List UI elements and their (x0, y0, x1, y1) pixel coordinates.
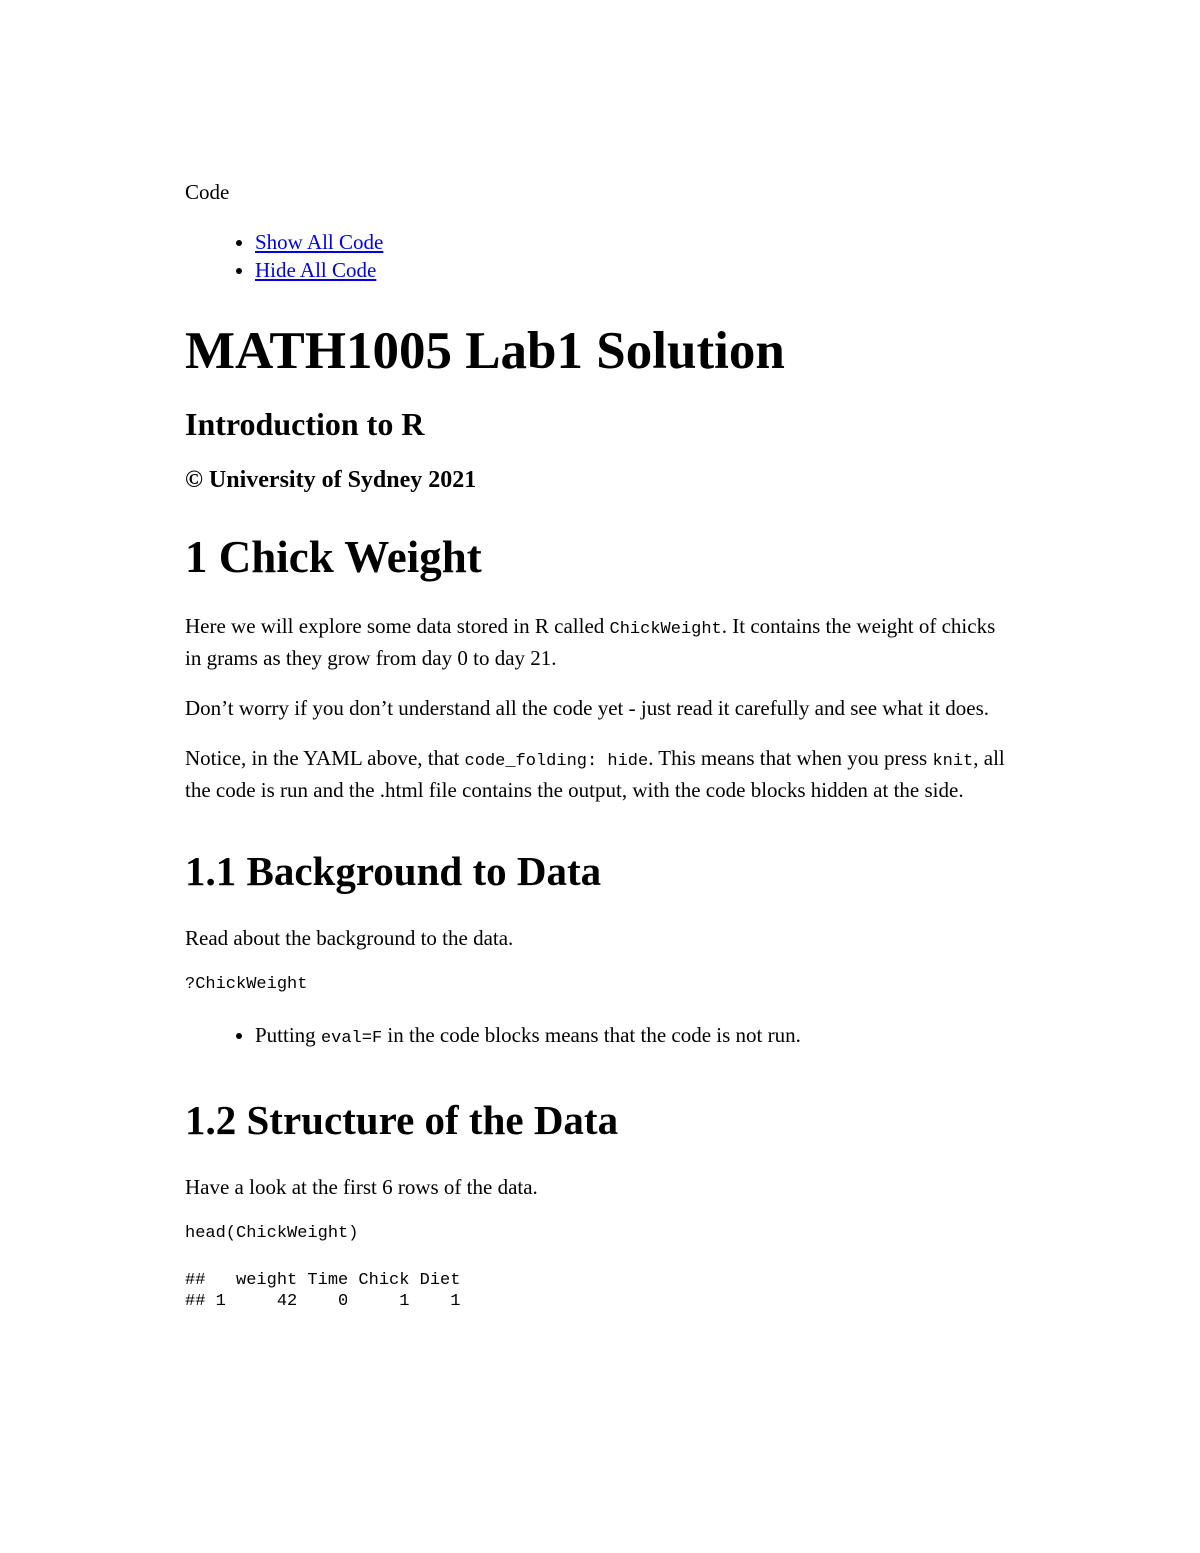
paragraph-structure: Have a look at the first 6 rows of the data. (185, 1175, 538, 1199)
section-heading-background: 1.1 Background to Data (185, 848, 602, 894)
copyright-line: © University of Sydney 2021 (185, 467, 477, 493)
list-item (255, 1021, 1005, 1053)
paragraph-background: Read about the background to the data. (185, 926, 514, 950)
paragraph-yaml-note (185, 744, 1005, 804)
code-menu (185, 228, 1005, 284)
paragraph-dont-worry: Don’t worry if you don’t understand all the code yet - just read it carefully and see what it does. (185, 696, 989, 720)
paragraph-intro (185, 612, 1005, 672)
text-span: . It contains the weight of chicks in grams as they grow from day 0 to day 21. (185, 614, 996, 670)
inline-code: code_folding: hide (464, 752, 649, 771)
show-all-code-link[interactable]: Show All Code (255, 230, 384, 254)
section-heading-structure: 1.2 Structure of the Data (185, 1097, 619, 1143)
code-output-head: ## weight Time Chick Diet ## 1 42 0 1 1 (185, 1271, 461, 1311)
text-span: . This means that when you press (648, 746, 933, 770)
page-title: MATH1005 Lab1 Solution (185, 322, 785, 380)
text-span: Here we will explore some data stored in R called (185, 614, 610, 638)
document (185, 178, 1005, 1338)
code-menu-item (255, 256, 1005, 284)
text-span: Putting (255, 1023, 321, 1047)
inline-code: knit (932, 752, 974, 771)
code-menu-item (255, 228, 1005, 256)
code-block-help: ?ChickWeight (185, 975, 308, 994)
inline-code: ChickWeight (609, 620, 722, 639)
code-menu-label: Code (185, 180, 230, 204)
text-span: in the code blocks means that the code is not run. (382, 1023, 801, 1047)
text-span: , all the code is run and the .html file contains the output, with the code blocks hidden at the side. (185, 746, 1005, 802)
text-span: Notice, in the YAML above, that (185, 746, 465, 770)
hide-all-code-link[interactable]: Hide All Code (255, 258, 377, 282)
bullet-list (185, 1021, 1005, 1053)
code-block-head: head(ChickWeight) (185, 1224, 359, 1243)
inline-code: eval=F (320, 1029, 383, 1048)
page-subtitle: Introduction to R (185, 406, 425, 442)
section-heading-chick-weight: 1 Chick Weight (185, 532, 482, 582)
